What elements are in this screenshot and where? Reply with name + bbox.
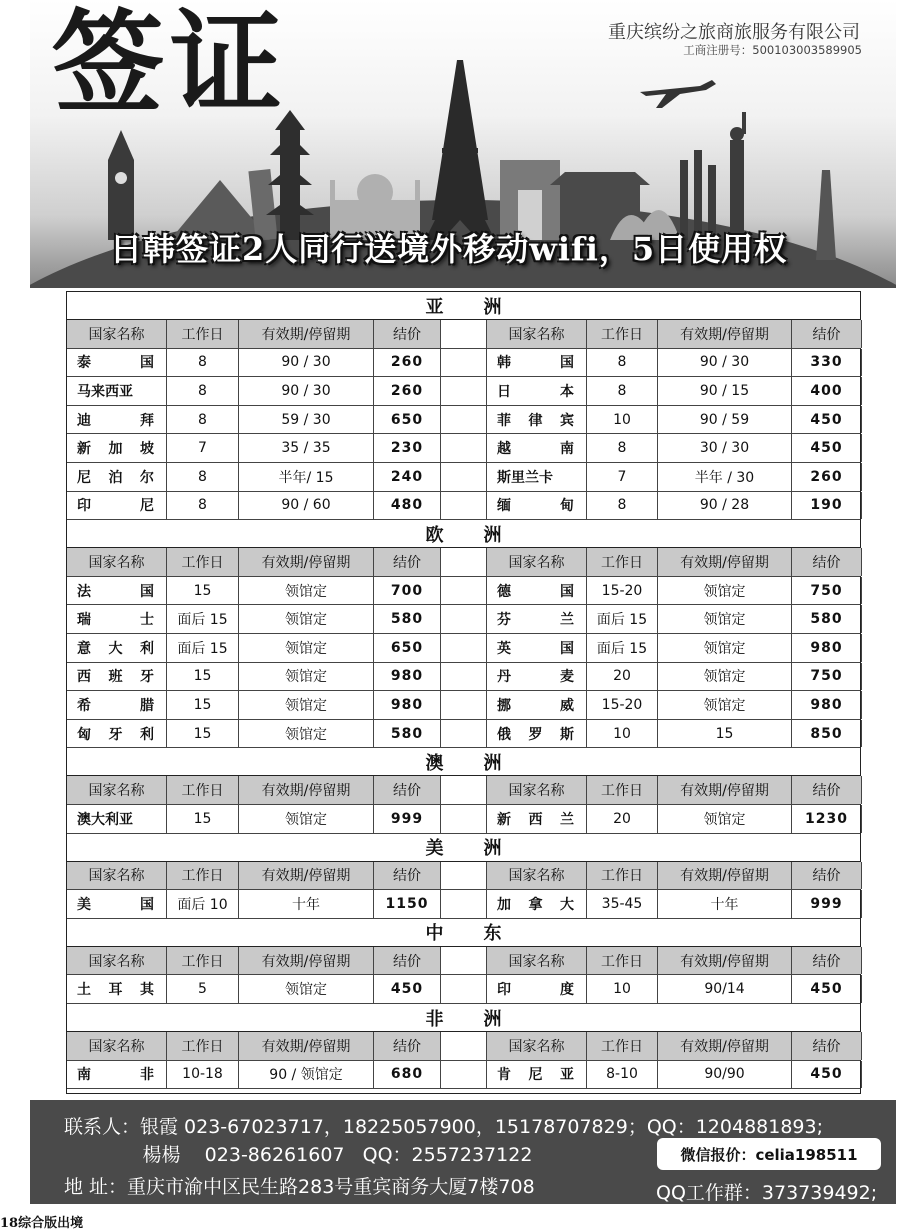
column-gap — [441, 406, 487, 434]
column-gap — [441, 862, 487, 890]
contact-line-1: 联系人：银霞 023-67023717，18225057900，15178707829；QQ：1204881893; — [64, 1116, 824, 1138]
price: 450 — [374, 975, 441, 1003]
country-name: 韩 国 — [487, 349, 587, 377]
region-heading: 美洲 — [67, 834, 860, 862]
table-row — [67, 577, 860, 606]
column-header: 有效期/停留期 — [658, 320, 792, 348]
column-gap — [441, 377, 487, 405]
region-heading: 澳洲 — [67, 748, 860, 776]
validity-stay: 90/90 — [658, 1061, 792, 1089]
column-header: 国家名称 — [487, 776, 587, 804]
validity-stay: 领馆定 — [658, 691, 792, 719]
validity-stay: 90/14 — [658, 975, 792, 1003]
country-name: 意 大 利 — [67, 634, 167, 662]
validity-stay: 90 / 30 — [658, 349, 792, 377]
column-header: 国家名称 — [487, 862, 587, 890]
price: 700 — [374, 577, 441, 605]
column-header: 结价 — [374, 862, 441, 890]
price: 450 — [792, 434, 862, 462]
column-header: 工作日 — [167, 320, 239, 348]
column-gap — [441, 548, 487, 576]
column-gap — [441, 492, 487, 520]
validity-stay: 35 / 35 — [239, 434, 374, 462]
country-name: 斯里兰卡 — [487, 463, 587, 491]
price: 330 — [792, 349, 862, 377]
price: 450 — [792, 406, 862, 434]
column-header: 结价 — [792, 862, 862, 890]
column-header: 结价 — [374, 320, 441, 348]
wechat-badge: 微信报价：celia198511 — [657, 1138, 881, 1170]
column-gap — [441, 1061, 487, 1089]
price: 1230 — [792, 805, 862, 833]
country-name: 马来西亚 — [67, 377, 167, 405]
column-header: 结价 — [374, 548, 441, 576]
column-header: 有效期/停留期 — [658, 1032, 792, 1060]
company-name: 重庆缤纷之旅商旅服务有限公司 — [608, 22, 860, 43]
country-name: 挪 威 — [487, 691, 587, 719]
working-days: 面后 10 — [167, 890, 239, 918]
column-header: 国家名称 — [487, 320, 587, 348]
price: 260 — [792, 463, 862, 491]
working-days: 8 — [167, 492, 239, 520]
country-name: 芬 兰 — [487, 605, 587, 633]
price: 980 — [792, 634, 862, 662]
column-gap — [441, 463, 487, 491]
validity-stay: 领馆定 — [239, 975, 374, 1003]
validity-stay: 15 — [658, 720, 792, 748]
price: 750 — [792, 663, 862, 691]
validity-stay: 30 / 30 — [658, 434, 792, 462]
table-row — [67, 406, 860, 435]
price: 650 — [374, 634, 441, 662]
column-header: 工作日 — [167, 862, 239, 890]
validity-stay: 领馆定 — [239, 663, 374, 691]
column-header: 结价 — [792, 776, 862, 804]
column-gap — [441, 605, 487, 633]
working-days: 5 — [167, 975, 239, 1003]
validity-stay: 59 / 30 — [239, 406, 374, 434]
column-header: 工作日 — [587, 1032, 658, 1060]
table-row — [67, 463, 860, 492]
price: 230 — [374, 434, 441, 462]
country-name: 匈 牙 利 — [67, 720, 167, 748]
column-header-row — [67, 862, 860, 891]
column-header: 国家名称 — [67, 862, 167, 890]
column-header: 有效期/停留期 — [239, 548, 374, 576]
column-header: 国家名称 — [67, 320, 167, 348]
country-name: 加 拿 大 — [487, 890, 587, 918]
country-name: 丹 麦 — [487, 663, 587, 691]
price: 750 — [792, 577, 862, 605]
country-name: 迪 拜 — [67, 406, 167, 434]
validity-stay: 半年 / 30 — [658, 463, 792, 491]
price: 980 — [374, 691, 441, 719]
validity-stay: 十年 — [239, 890, 374, 918]
validity-stay: 领馆定 — [239, 720, 374, 748]
working-days: 8 — [587, 434, 658, 462]
price: 680 — [374, 1061, 441, 1089]
validity-stay: 90 / 59 — [658, 406, 792, 434]
column-gap — [441, 720, 487, 748]
country-name: 德 国 — [487, 577, 587, 605]
country-name: 日 本 — [487, 377, 587, 405]
country-name: 法 国 — [67, 577, 167, 605]
validity-stay: 十年 — [658, 890, 792, 918]
country-name: 英 国 — [487, 634, 587, 662]
table-row — [67, 1061, 860, 1090]
price: 480 — [374, 492, 441, 520]
country-name: 瑞 士 — [67, 605, 167, 633]
promo-slogan: 日韩签证2人同行送境外移动wifi，5日使用权 — [110, 230, 788, 268]
working-days: 8-10 — [587, 1061, 658, 1089]
validity-stay: 90 / 15 — [658, 377, 792, 405]
working-days: 20 — [587, 663, 658, 691]
working-days: 8 — [167, 463, 239, 491]
column-header: 国家名称 — [67, 1032, 167, 1060]
price: 999 — [792, 890, 862, 918]
validity-stay: 领馆定 — [658, 605, 792, 633]
table-row — [67, 890, 860, 919]
table-row — [67, 492, 860, 521]
working-days: 10 — [587, 975, 658, 1003]
column-header: 有效期/停留期 — [658, 776, 792, 804]
table-row — [67, 605, 860, 634]
column-header-row — [67, 1032, 860, 1061]
country-name: 希 腊 — [67, 691, 167, 719]
page-title: 签证 — [52, 0, 288, 129]
column-gap — [441, 663, 487, 691]
working-days: 15 — [167, 805, 239, 833]
column-gap — [441, 634, 487, 662]
validity-stay: 领馆定 — [239, 605, 374, 633]
contact-line-2: 楊楊 023-86261607 QQ：2557237122 — [64, 1144, 533, 1166]
working-days: 10-18 — [167, 1061, 239, 1089]
validity-stay: 领馆定 — [239, 577, 374, 605]
country-name: 越 南 — [487, 434, 587, 462]
column-header-row — [67, 776, 860, 805]
validity-stay: 半年/ 15 — [239, 463, 374, 491]
column-header: 国家名称 — [67, 776, 167, 804]
country-name: 西 班 牙 — [67, 663, 167, 691]
qq-group: QQ工作群：373739492; — [656, 1182, 878, 1204]
column-gap — [441, 349, 487, 377]
column-gap — [441, 947, 487, 975]
column-header: 工作日 — [587, 862, 658, 890]
column-header: 工作日 — [167, 1032, 239, 1060]
address-line: 地 址：重庆市渝中区民生路283号重宾商务大厦7楼708 — [64, 1176, 535, 1198]
table-row — [67, 434, 860, 463]
working-days: 15-20 — [587, 577, 658, 605]
price: 850 — [792, 720, 862, 748]
column-header: 结价 — [792, 320, 862, 348]
working-days: 8 — [167, 349, 239, 377]
column-header: 结价 — [374, 776, 441, 804]
price: 190 — [792, 492, 862, 520]
country-name: 尼 泊 尔 — [67, 463, 167, 491]
working-days: 8 — [587, 377, 658, 405]
region-heading: 非洲 — [67, 1004, 860, 1032]
country-name: 澳大利亚 — [67, 805, 167, 833]
working-days: 35-45 — [587, 890, 658, 918]
validity-stay: 领馆定 — [658, 663, 792, 691]
table-row — [67, 663, 860, 692]
column-header: 结价 — [792, 1032, 862, 1060]
price: 980 — [792, 691, 862, 719]
country-name: 印 度 — [487, 975, 587, 1003]
column-gap — [441, 434, 487, 462]
validity-stay: 90 / 28 — [658, 492, 792, 520]
column-gap — [441, 1032, 487, 1060]
column-gap — [441, 776, 487, 804]
header-banner — [30, 0, 896, 288]
country-name: 菲 律 宾 — [487, 406, 587, 434]
price: 580 — [374, 605, 441, 633]
working-days: 10 — [587, 406, 658, 434]
working-days: 8 — [167, 406, 239, 434]
price: 450 — [792, 975, 862, 1003]
working-days: 10 — [587, 720, 658, 748]
country-name: 新 西 兰 — [487, 805, 587, 833]
country-name: 缅 甸 — [487, 492, 587, 520]
price: 580 — [792, 605, 862, 633]
working-days: 15 — [167, 663, 239, 691]
country-name: 土 耳 其 — [67, 975, 167, 1003]
price: 1150 — [374, 890, 441, 918]
column-gap — [441, 691, 487, 719]
country-name: 俄 罗 斯 — [487, 720, 587, 748]
working-days: 面后 15 — [167, 605, 239, 633]
country-name: 南 非 — [67, 1061, 167, 1089]
column-header-row — [67, 548, 860, 577]
table-row — [67, 805, 860, 834]
column-header: 结价 — [792, 548, 862, 576]
working-days: 20 — [587, 805, 658, 833]
country-name: 新 加 坡 — [67, 434, 167, 462]
working-days: 15 — [167, 577, 239, 605]
column-header: 工作日 — [167, 776, 239, 804]
page-footnote: 18综合版出境 — [0, 1216, 84, 1230]
column-header: 有效期/停留期 — [658, 947, 792, 975]
country-name: 美 国 — [67, 890, 167, 918]
price: 450 — [792, 1061, 862, 1089]
region-heading: 欧洲 — [67, 520, 860, 548]
validity-stay: 90 / 30 — [239, 377, 374, 405]
table-row — [67, 377, 860, 406]
column-header-row — [67, 320, 860, 349]
column-header-row — [67, 947, 860, 976]
column-header: 工作日 — [587, 320, 658, 348]
working-days: 8 — [587, 492, 658, 520]
working-days: 面后 15 — [167, 634, 239, 662]
column-header: 工作日 — [587, 947, 658, 975]
column-header: 国家名称 — [67, 947, 167, 975]
table-row — [67, 349, 860, 378]
working-days: 面后 15 — [587, 634, 658, 662]
column-gap — [441, 890, 487, 918]
working-days: 8 — [587, 349, 658, 377]
region-heading: 中东 — [67, 919, 860, 947]
validity-stay: 90 / 30 — [239, 349, 374, 377]
validity-stay: 领馆定 — [239, 634, 374, 662]
column-gap — [441, 975, 487, 1003]
working-days: 15 — [167, 691, 239, 719]
price: 260 — [374, 349, 441, 377]
working-days: 8 — [167, 377, 239, 405]
column-header: 有效期/停留期 — [239, 320, 374, 348]
working-days: 7 — [167, 434, 239, 462]
column-gap — [441, 805, 487, 833]
visa-price-table — [66, 291, 861, 1094]
column-header: 工作日 — [587, 548, 658, 576]
table-row — [67, 691, 860, 720]
column-header: 工作日 — [587, 776, 658, 804]
column-gap — [441, 320, 487, 348]
validity-stay: 领馆定 — [239, 805, 374, 833]
table-row — [67, 634, 860, 663]
column-header: 结价 — [792, 947, 862, 975]
column-header: 有效期/停留期 — [239, 776, 374, 804]
price: 260 — [374, 377, 441, 405]
column-header: 有效期/停留期 — [658, 862, 792, 890]
country-name: 肯 尼 亚 — [487, 1061, 587, 1089]
country-name: 泰 国 — [67, 349, 167, 377]
working-days: 7 — [587, 463, 658, 491]
column-header: 有效期/停留期 — [239, 862, 374, 890]
column-header: 工作日 — [167, 947, 239, 975]
working-days: 面后 15 — [587, 605, 658, 633]
price: 240 — [374, 463, 441, 491]
price: 999 — [374, 805, 441, 833]
price: 580 — [374, 720, 441, 748]
validity-stay: 90 / 领馆定 — [239, 1061, 374, 1089]
validity-stay: 领馆定 — [239, 691, 374, 719]
working-days: 15-20 — [587, 691, 658, 719]
table-row — [67, 720, 860, 749]
column-header: 有效期/停留期 — [239, 1032, 374, 1060]
column-header: 结价 — [374, 1032, 441, 1060]
registration-number: 工商注册号：500103003589905 — [683, 43, 862, 57]
column-gap — [441, 577, 487, 605]
column-header: 国家名称 — [487, 1032, 587, 1060]
column-header: 国家名称 — [487, 947, 587, 975]
column-header: 工作日 — [167, 548, 239, 576]
price: 980 — [374, 663, 441, 691]
column-header: 有效期/停留期 — [658, 548, 792, 576]
column-header: 结价 — [374, 947, 441, 975]
region-heading: 亚洲 — [67, 292, 860, 320]
working-days: 15 — [167, 720, 239, 748]
validity-stay: 90 / 60 — [239, 492, 374, 520]
validity-stay: 领馆定 — [658, 577, 792, 605]
validity-stay: 领馆定 — [658, 805, 792, 833]
column-header: 国家名称 — [487, 548, 587, 576]
column-header: 国家名称 — [67, 548, 167, 576]
price: 650 — [374, 406, 441, 434]
table-row — [67, 975, 860, 1004]
contact-footer — [30, 1100, 896, 1204]
column-header: 有效期/停留期 — [239, 947, 374, 975]
price: 400 — [792, 377, 862, 405]
validity-stay: 领馆定 — [658, 634, 792, 662]
country-name: 印 尼 — [67, 492, 167, 520]
